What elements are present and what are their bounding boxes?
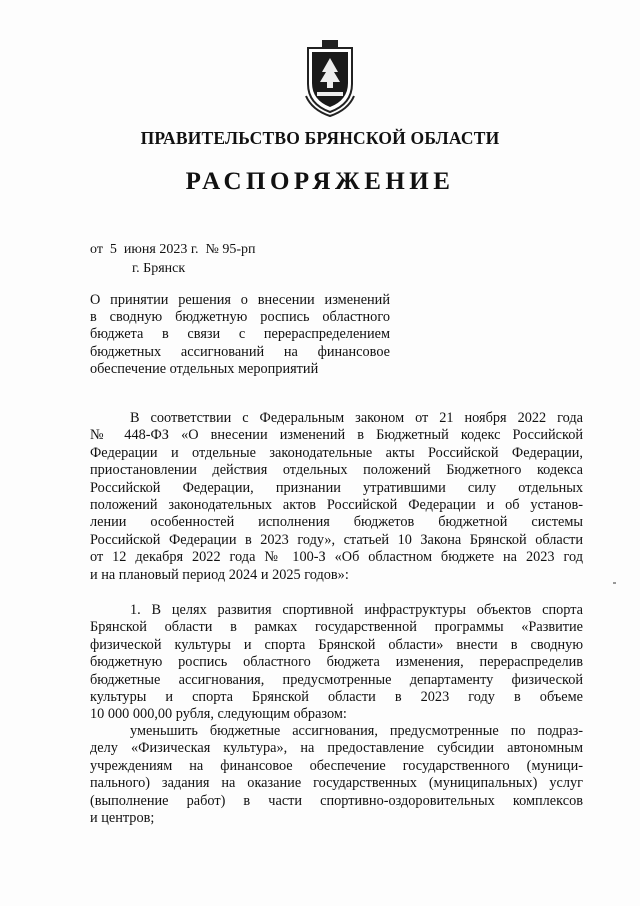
paragraph-line: пального) задания на оказание государственных (муниципальных) услуг	[90, 775, 583, 792]
paragraph-line: В соответствии с Федеральным законом от 21 ноября 2022 года	[130, 410, 583, 426]
paragraph-line: учреждениям на финансовое обеспечение государственного (муници-	[90, 757, 583, 774]
item-1-paragraph	[90, 602, 583, 724]
date-and-number: от 5 июня 2023 г. № 95-рп	[90, 242, 256, 257]
paragraph-line: Российской Федерации в 2023 году», статьей 10 Закона Брянской области	[90, 531, 583, 548]
paragraph-line: лении особенностей исполнения бюджетов бюджетной системы	[90, 514, 583, 531]
subject-line: бюджета в связи с перераспределением	[90, 326, 390, 343]
subject-line: в сводную бюджетную роспись областного	[90, 309, 390, 326]
paragraph-line: приостановлении действия отдельных положений Бюджетного кодекса	[90, 462, 583, 479]
scan-mark	[613, 582, 616, 584]
paragraph-line: 1. В целях развития спортивной инфраструктуры объектов спорта	[130, 602, 583, 618]
paragraph-line: бюджетную роспись областного бюджета изменения, перераспределив	[90, 654, 583, 671]
document-type-title: РАСПОРЯЖЕНИЕ	[185, 168, 455, 195]
paragraph-line: положений законодательных актов Российской Федерации и об установ-	[90, 497, 583, 514]
document-meta	[90, 240, 256, 278]
paragraph-line: и на плановый период 2024 и 2025 годов»:	[90, 566, 349, 583]
paragraph-line: 10 000 000,00 рубля, следующим образом:	[90, 706, 347, 723]
preamble-paragraph	[90, 410, 583, 584]
paragraph-line: от 12 декабря 2022 года № 100-З «Об областном бюджете на 2023 год	[90, 549, 583, 566]
paragraph-line: уменьшить бюджетные ассигнования, предусмотренные по подраз-	[130, 723, 583, 739]
subject-line: обеспечение отдельных мероприятий	[90, 360, 319, 377]
paragraph-line: № 448-ФЗ «О внесении изменений в Бюджетный кодекс Российской	[90, 427, 583, 444]
paragraph-line: Федерации и отдельные законодательные акты Российской Федерации,	[90, 444, 583, 461]
paragraph-line: бюджетные ассигнования, предусмотренные департаменту физической	[90, 671, 583, 688]
subject-line: О принятии решения о внесении изменений	[90, 292, 390, 308]
coat-of-arms-icon	[300, 38, 360, 118]
paragraph-line: культуры и спорта Брянской области в 2023 году в объеме	[90, 689, 583, 706]
subject-line: бюджетных ассигнований на финансовое	[90, 343, 390, 360]
place-of-issue: г. Брянск	[132, 261, 186, 276]
paragraph-line: делу «Физическая культура», на предоставление субсидии автономным	[90, 740, 583, 757]
subject-block	[90, 292, 390, 378]
paragraph-line: (выполнение работ) в части спортивно-оздоровительных комплексов	[90, 792, 583, 809]
paragraph-line: и центров;	[90, 810, 155, 827]
item-1a-paragraph	[90, 723, 583, 827]
organization-name: ПРАВИТЕЛЬСТВО БРЯНСКОЙ ОБЛАСТИ	[140, 128, 500, 148]
paragraph-line: Российской Федерации, признании утратившими силу отдельных	[90, 479, 583, 496]
paragraph-line: физической культуры и спорта Брянской области» внести в сводную	[90, 636, 583, 653]
paragraph-line: Брянской области в рамках государственной программы «Развитие	[90, 619, 583, 636]
